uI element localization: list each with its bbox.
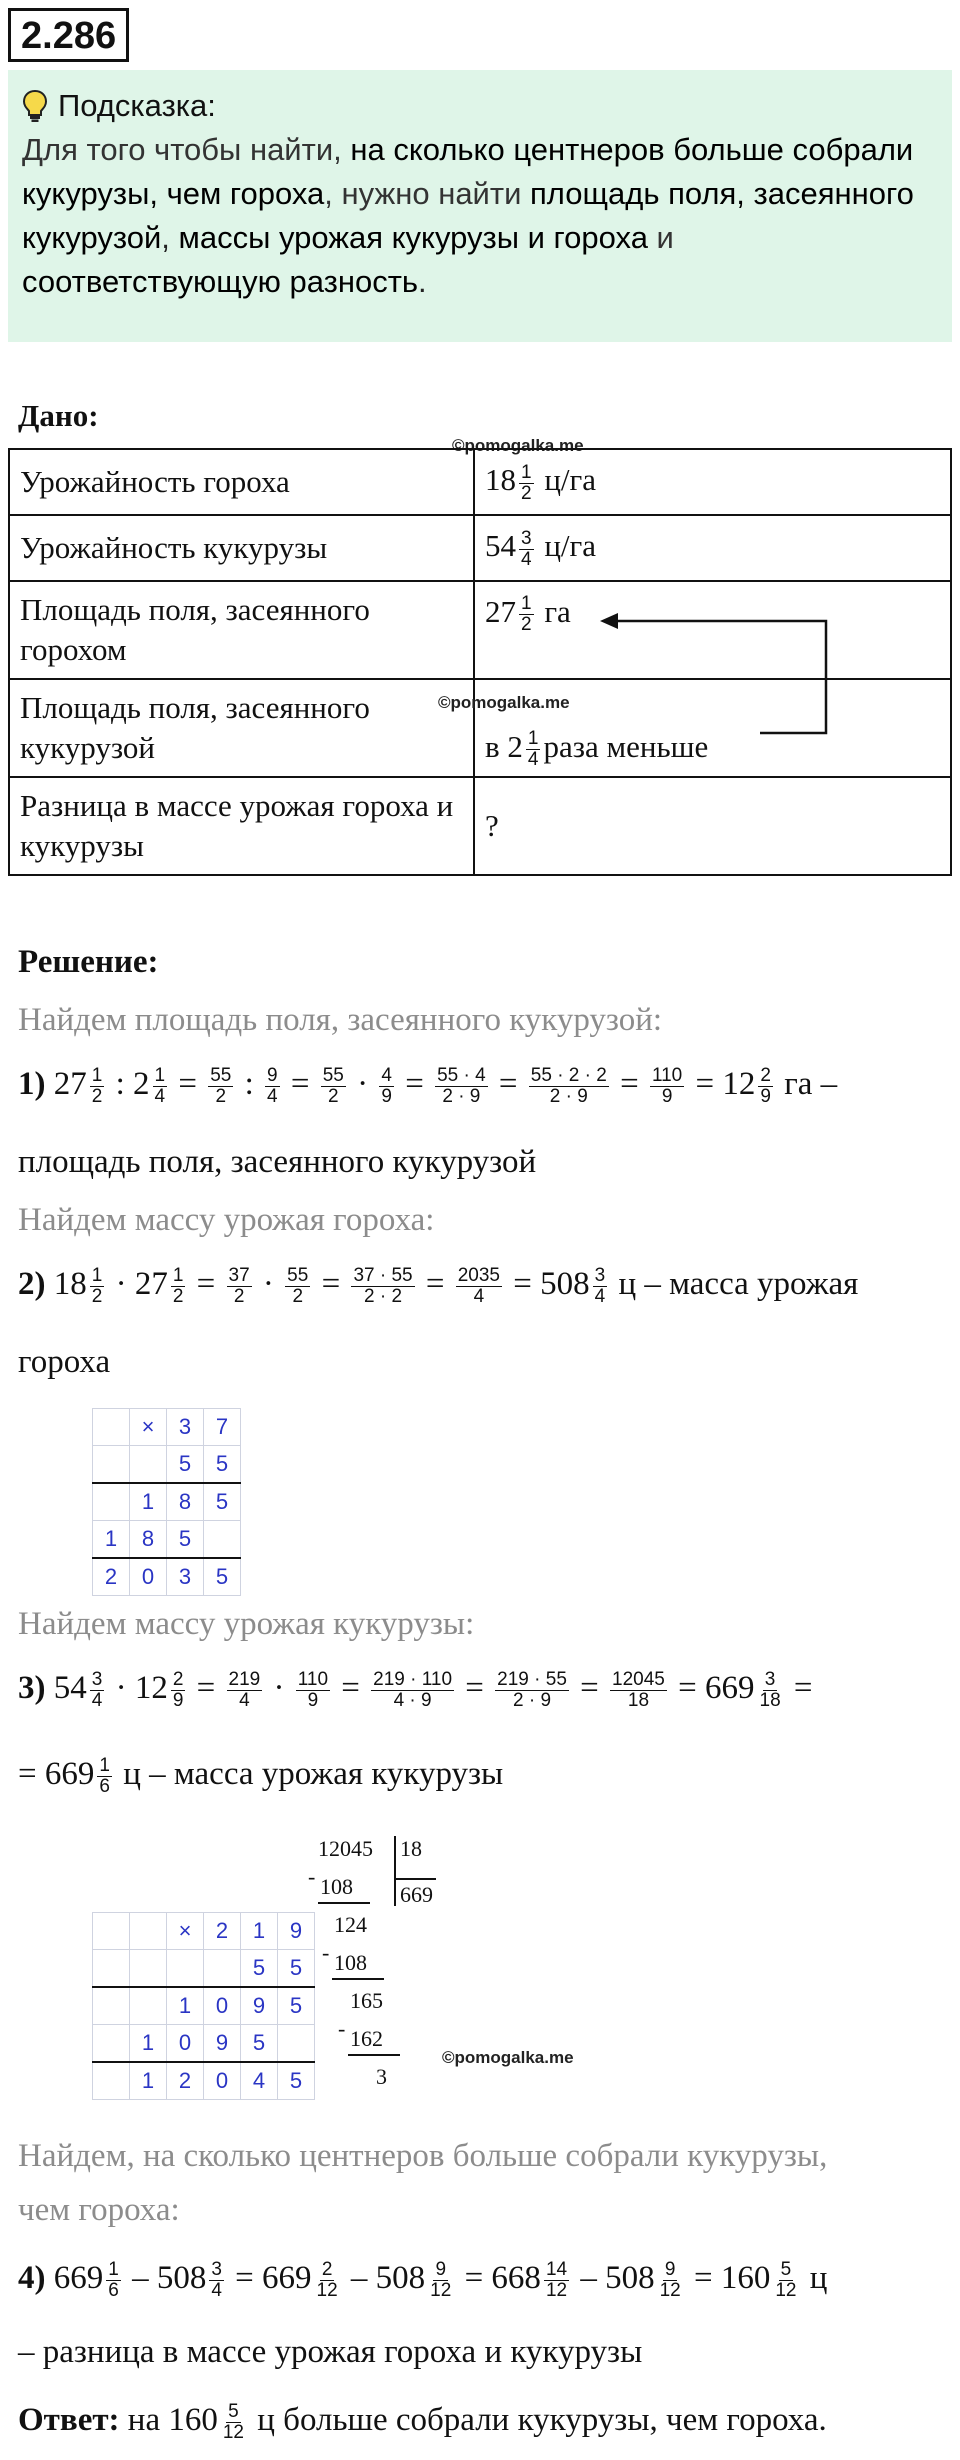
multiplication-37x55 [92,1408,241,1596]
grid-row [93,2025,315,2063]
division-dividend: 12045 [318,1836,373,1861]
grid-row [93,1950,315,1988]
connector-arrow [600,600,840,750]
grid-cell: 8 [167,1483,204,1521]
grid-cell: 1 [130,2062,167,2100]
grid-cell: 1 [93,1521,130,1559]
given-value-cell: в 2 $\frac{1}{4}$ раза меньше [474,679,951,777]
step1-equation: 1) 27 $\frac{1}{2}$ : 2 $\frac{1}{4}$ = $\frac{55}{2}$ : $\frac{9}{4}$ = $\frac{55}{2}$ · $\frac{4}{9}$ = $\frac{55 \cdot 4}{2 \cdot 9}$ = $\frac{55 \cdot 2 \cdot 2}{2 \cdot 9}$ = $\frac{110}{9}$ = 12 $\frac{2}{9}$ га – [18,1064,838,1107]
grid-cell: × [167,1913,204,1950]
grid-cell: 5 [167,1446,204,1484]
given-value-cell: ? [474,777,951,875]
grid-cell: 0 [167,2025,204,2063]
grid-cell: 4 [241,2062,278,2100]
step2-conclusion: гороха [18,1344,111,1380]
grid-cell: 9 [241,1987,278,2025]
grid-cell: 2 [93,1558,130,1596]
grid-cell: 9 [204,2025,241,2063]
multiplication-219x55 [92,1912,315,2100]
grid-cell: 2 [204,1913,241,1950]
step4-intro-1: Найдем, на сколько центнеров больше собрали кукурузы, [18,2138,828,2174]
solution-label: Решение: [18,944,159,980]
grid-cell [93,1409,130,1446]
given-value-cell: 54 $\frac{3}{4}$ ц/га [474,515,951,581]
step2-equation: 2) 18 $\frac{1}{2}$ · 27 $\frac{1}{2}$ = $\frac{37}{2}$ · $\frac{55}{2}$ = $\frac{37 \cdot 55}{2 \cdot 2}$ = $\frac{2035}{4}$ = 508 $\frac{3}{4}$ ц – масса урожая [18,1264,859,1307]
grid-cell [93,2025,130,2063]
grid-cell: 5 [241,2025,278,2063]
given-value-cell: 27 $\frac{1}{2}$ га [474,581,951,679]
grid-cell [167,1950,204,1988]
grid-cell [93,2062,130,2100]
grid-cell: 5 [278,1950,315,1988]
lightbulb-icon [22,89,48,123]
answer: Ответ: на 160 $\frac{5}{12}$ ц больше собрали кукурузы, чем гороха. [18,2400,827,2443]
step3-intro: Найдем массу урожая кукурузы: [18,1606,475,1642]
division-quotient: 669 [400,1882,433,1907]
hint-box [8,70,952,342]
grid-cell: 5 [204,1558,241,1596]
step3-equation: 3) 54 $\frac{3}{4}$ · 12 $\frac{2}{9}$ = $\frac{219}{4}$ · $\frac{110}{9}$ = $\frac{219 \cdot 110}{4 \cdot 9}$ = $\frac{219 \cdot 55}{2 \cdot 9}$ = $\frac{12045}{18}$ = 669 $\frac{3}{18}$ = [18,1668,813,1711]
grid-cell [93,1950,130,1988]
division-divisor: 18 [400,1836,422,1861]
grid-cell: 5 [167,1521,204,1559]
grid-cell [204,1950,241,1988]
grid-cell: 0 [204,1987,241,2025]
grid-cell: 5 [204,1446,241,1484]
given-row [9,449,951,515]
grid-cell [93,1483,130,1521]
grid-row [93,2062,315,2100]
given-row [9,777,951,875]
grid-cell: 9 [278,1913,315,1950]
grid-row [93,1521,241,1559]
grid-cell: 1 [130,1483,167,1521]
grid-cell: 5 [204,1483,241,1521]
grid-cell [130,1446,167,1484]
hint-header [22,84,940,128]
grid-cell: 1 [241,1913,278,1950]
grid-cell [204,1521,241,1559]
watermark: ©pomogalka.me [452,436,584,455]
grid-cell: 8 [130,1521,167,1559]
grid-cell [278,2025,315,2063]
grid-cell [130,1913,167,1950]
step1-conclusion: площадь поля, засеянного кукурузой [18,1144,537,1180]
grid-row [93,1913,315,1950]
step1-intro: Найдем площадь поля, засеянного кукурузой: [18,1002,663,1038]
grid-cell [93,1913,130,1950]
grid-cell: 0 [130,1558,167,1596]
step3-conclusion: = 669 $\frac{1}{6}$ ц – масса урожая кукурузы [18,1754,504,1797]
grid-cell [130,1987,167,2025]
grid-cell: 7 [204,1409,241,1446]
given-row [9,515,951,581]
grid-cell: 3 [167,1558,204,1596]
watermark: ©pomogalka.me [438,693,570,712]
step4-equation: 4) 669 $\frac{1}{6}$ – 508 $\frac{3}{4}$ = 669 $\frac{2}{12}$ – 508 $\frac{9}{12}$ = 668 $\frac{14}{12}$ – 508 $\frac{9}{12}$ = 160 $\frac{5}{12}$ ц [18,2258,828,2301]
given-label: Дано: [18,398,99,433]
step4-intro-2: чем гороха: [18,2192,180,2228]
given-label-cell: Разница в массе урожая гороха и кукурузы [9,777,474,875]
grid-cell: 3 [167,1409,204,1446]
given-label-cell: Площадь поля, засеянного горохом [9,581,474,679]
grid-cell: 5 [241,1950,278,1988]
grid-row [93,1409,241,1446]
step4-conclusion: – разница в массе урожая гороха и кукурузы [18,2334,643,2370]
grid-row [93,1446,241,1484]
given-label-cell: Урожайность гороха [9,449,474,515]
step2-intro: Найдем массу урожая гороха: [18,1202,435,1238]
grid-cell [93,1446,130,1484]
grid-cell: 1 [130,2025,167,2063]
grid-cell [130,1950,167,1988]
given-label-cell: Урожайность кукурузы [9,515,474,581]
grid-row [93,1558,241,1596]
given-label-cell: Площадь поля, засеянного кукурузой [9,679,474,777]
grid-row [93,1483,241,1521]
grid-cell: 0 [204,2062,241,2100]
grid-cell: 1 [167,1987,204,2025]
grid-cell: 2 [167,2062,204,2100]
grid-row [93,1987,315,2025]
hint-title: Подсказка: [58,88,216,123]
problem-number: 2.286 [8,8,129,62]
watermark: ©pomogalka.me [442,2048,574,2067]
grid-cell: × [130,1409,167,1446]
grid-cell: 5 [278,1987,315,2025]
given-value-cell: 18 $\frac{1}{2}$ ц/га [474,449,951,515]
grid-cell [93,1987,130,2025]
grid-cell: 5 [278,2062,315,2100]
hint-text: Для того чтобы найти, на сколько центнеров больше собрали кукурузы, чем гороха, нужно найти площадь поля, засеянного кукурузой, массы урожая кукурузы и гороха и соответствующую разность. [22,132,914,299]
